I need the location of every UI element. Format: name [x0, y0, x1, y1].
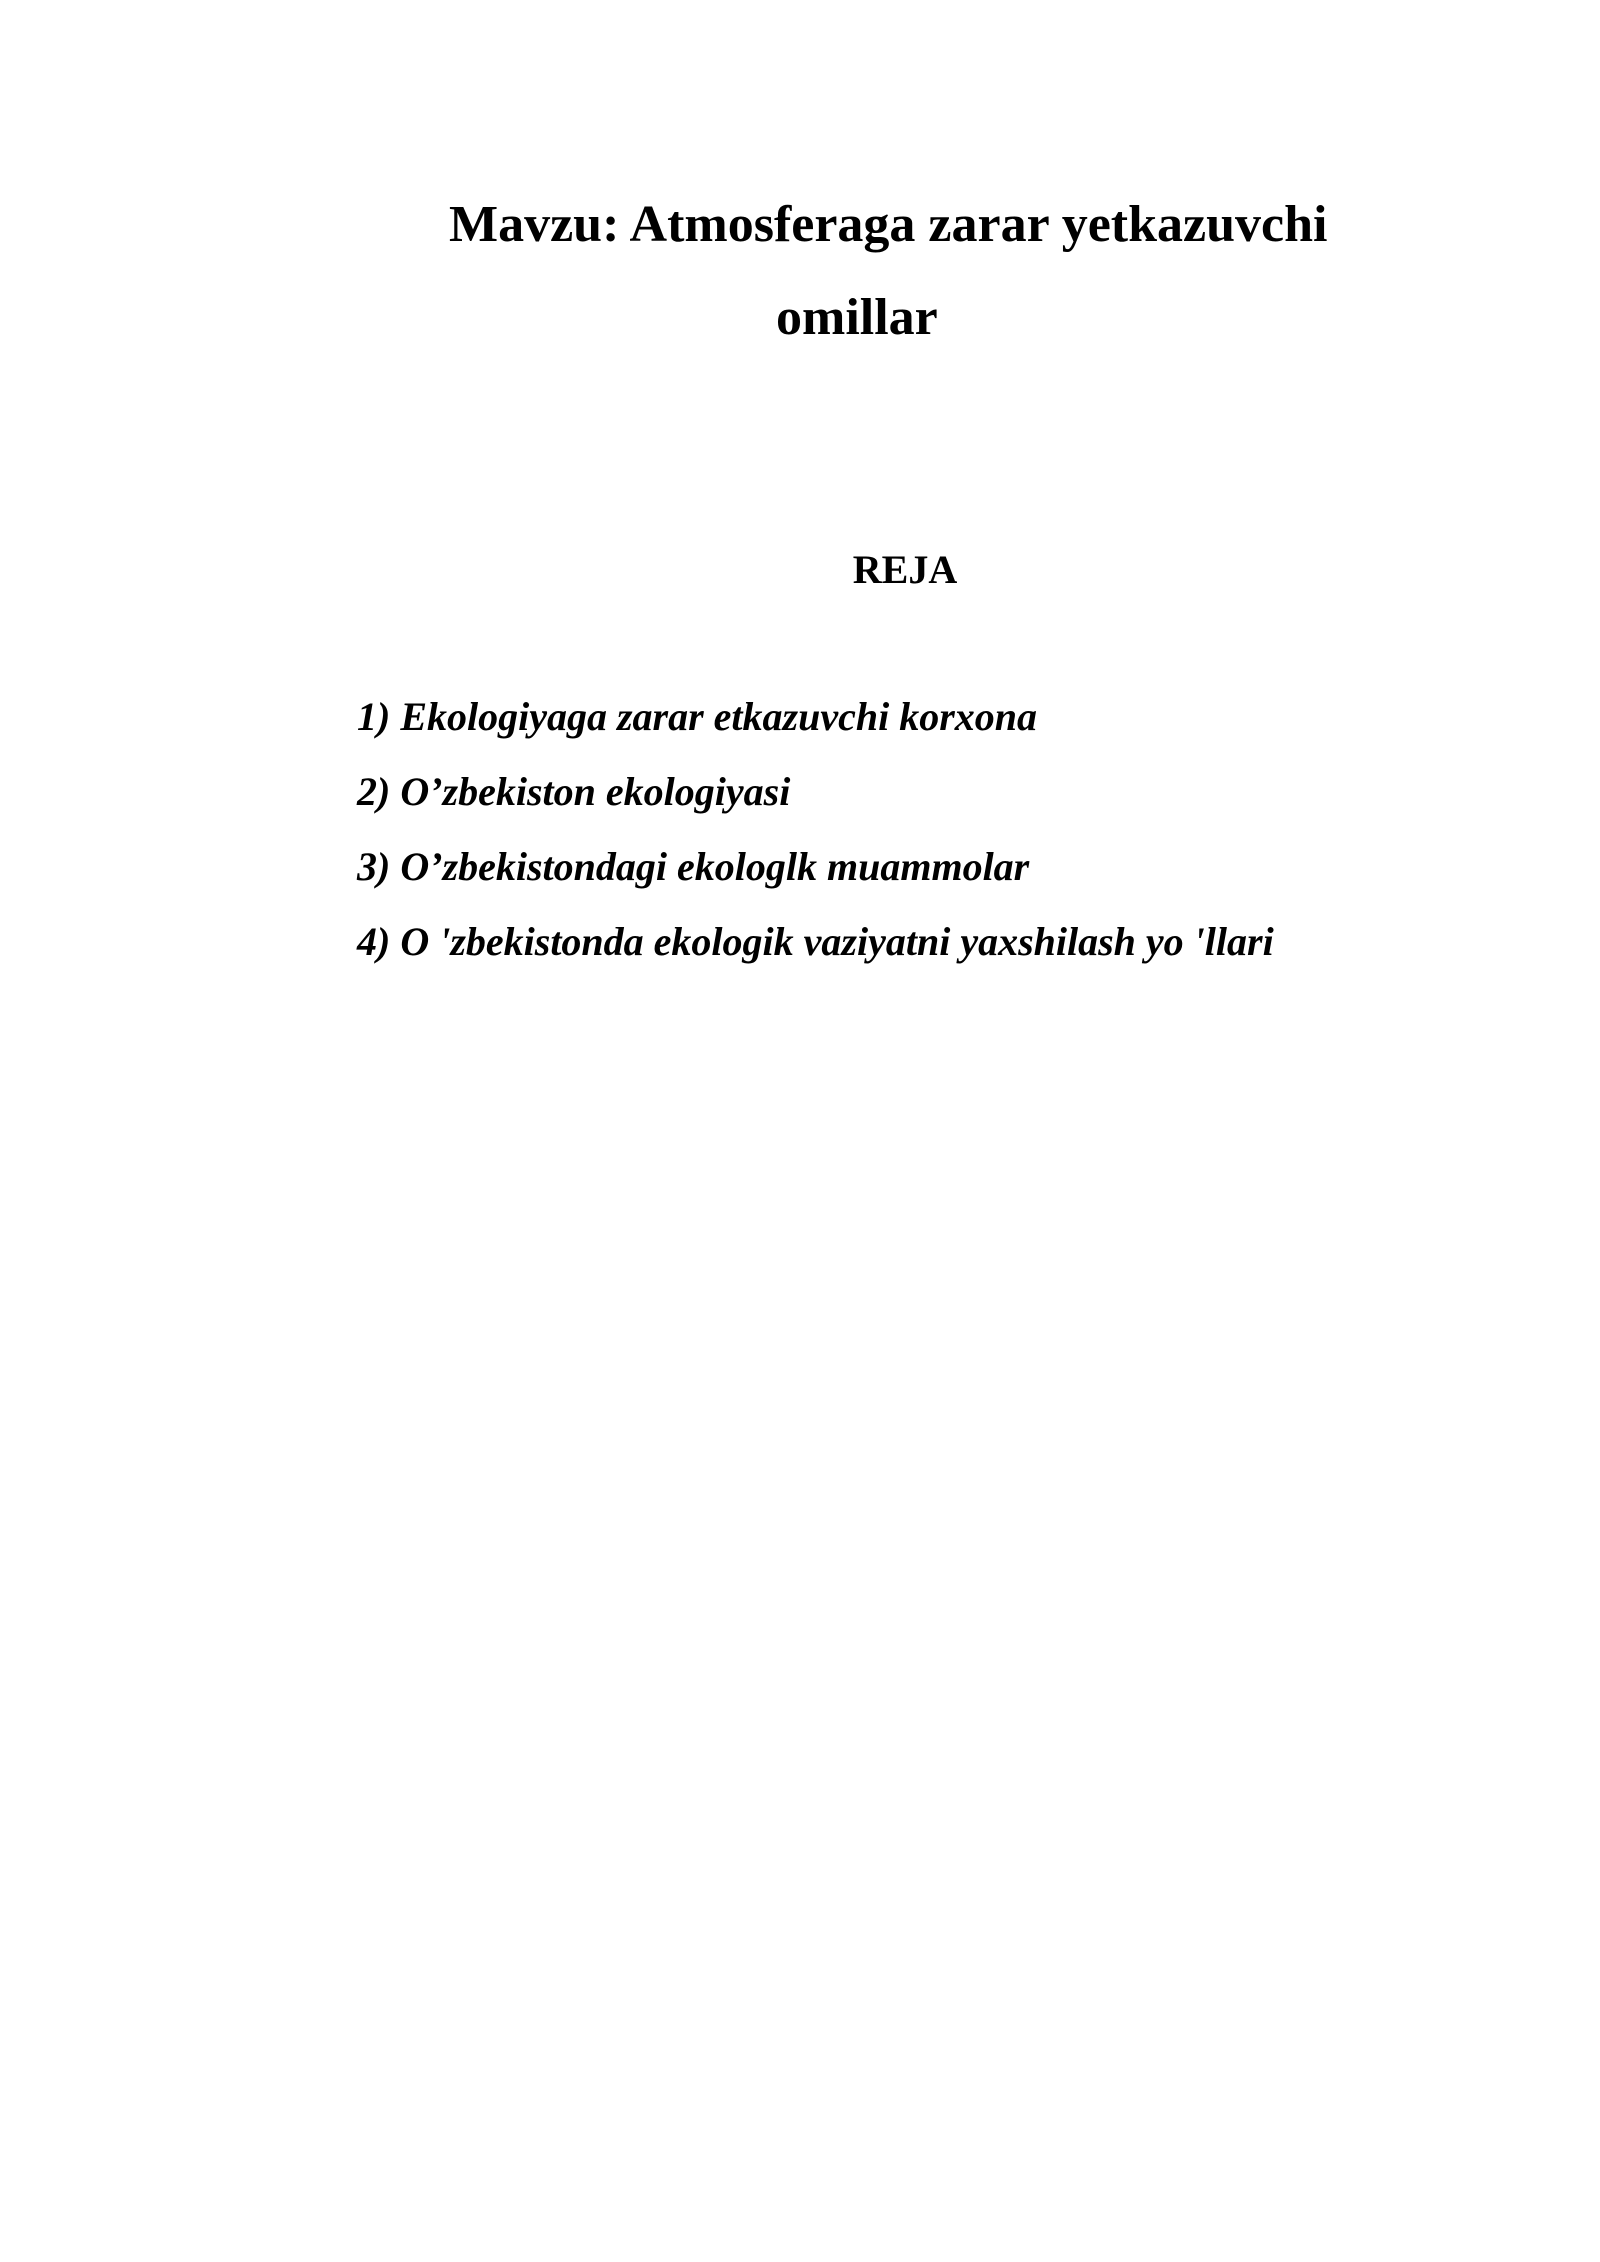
plan-item-1: 1) Ekologiyaga zarar etkazuvchi korxona [357, 694, 1038, 739]
plan-list [357, 692, 1274, 992]
plan-heading: REJA [852, 547, 958, 592]
plan-item-3: 3) O’zbekistondagi ekologlk muammolar [357, 844, 1030, 889]
plan-item-4: 4) O 'zbekistonda ekologik vaziyatni yaxshilash yo 'llari [357, 919, 1274, 964]
document-title-line-1: Mavzu: Atmosferaga zarar yetkazuvchi [449, 196, 1328, 253]
document-title-line-2: omillar [776, 289, 938, 346]
plan-item-2: 2) O’zbekiston ekologiyasi [357, 769, 791, 814]
